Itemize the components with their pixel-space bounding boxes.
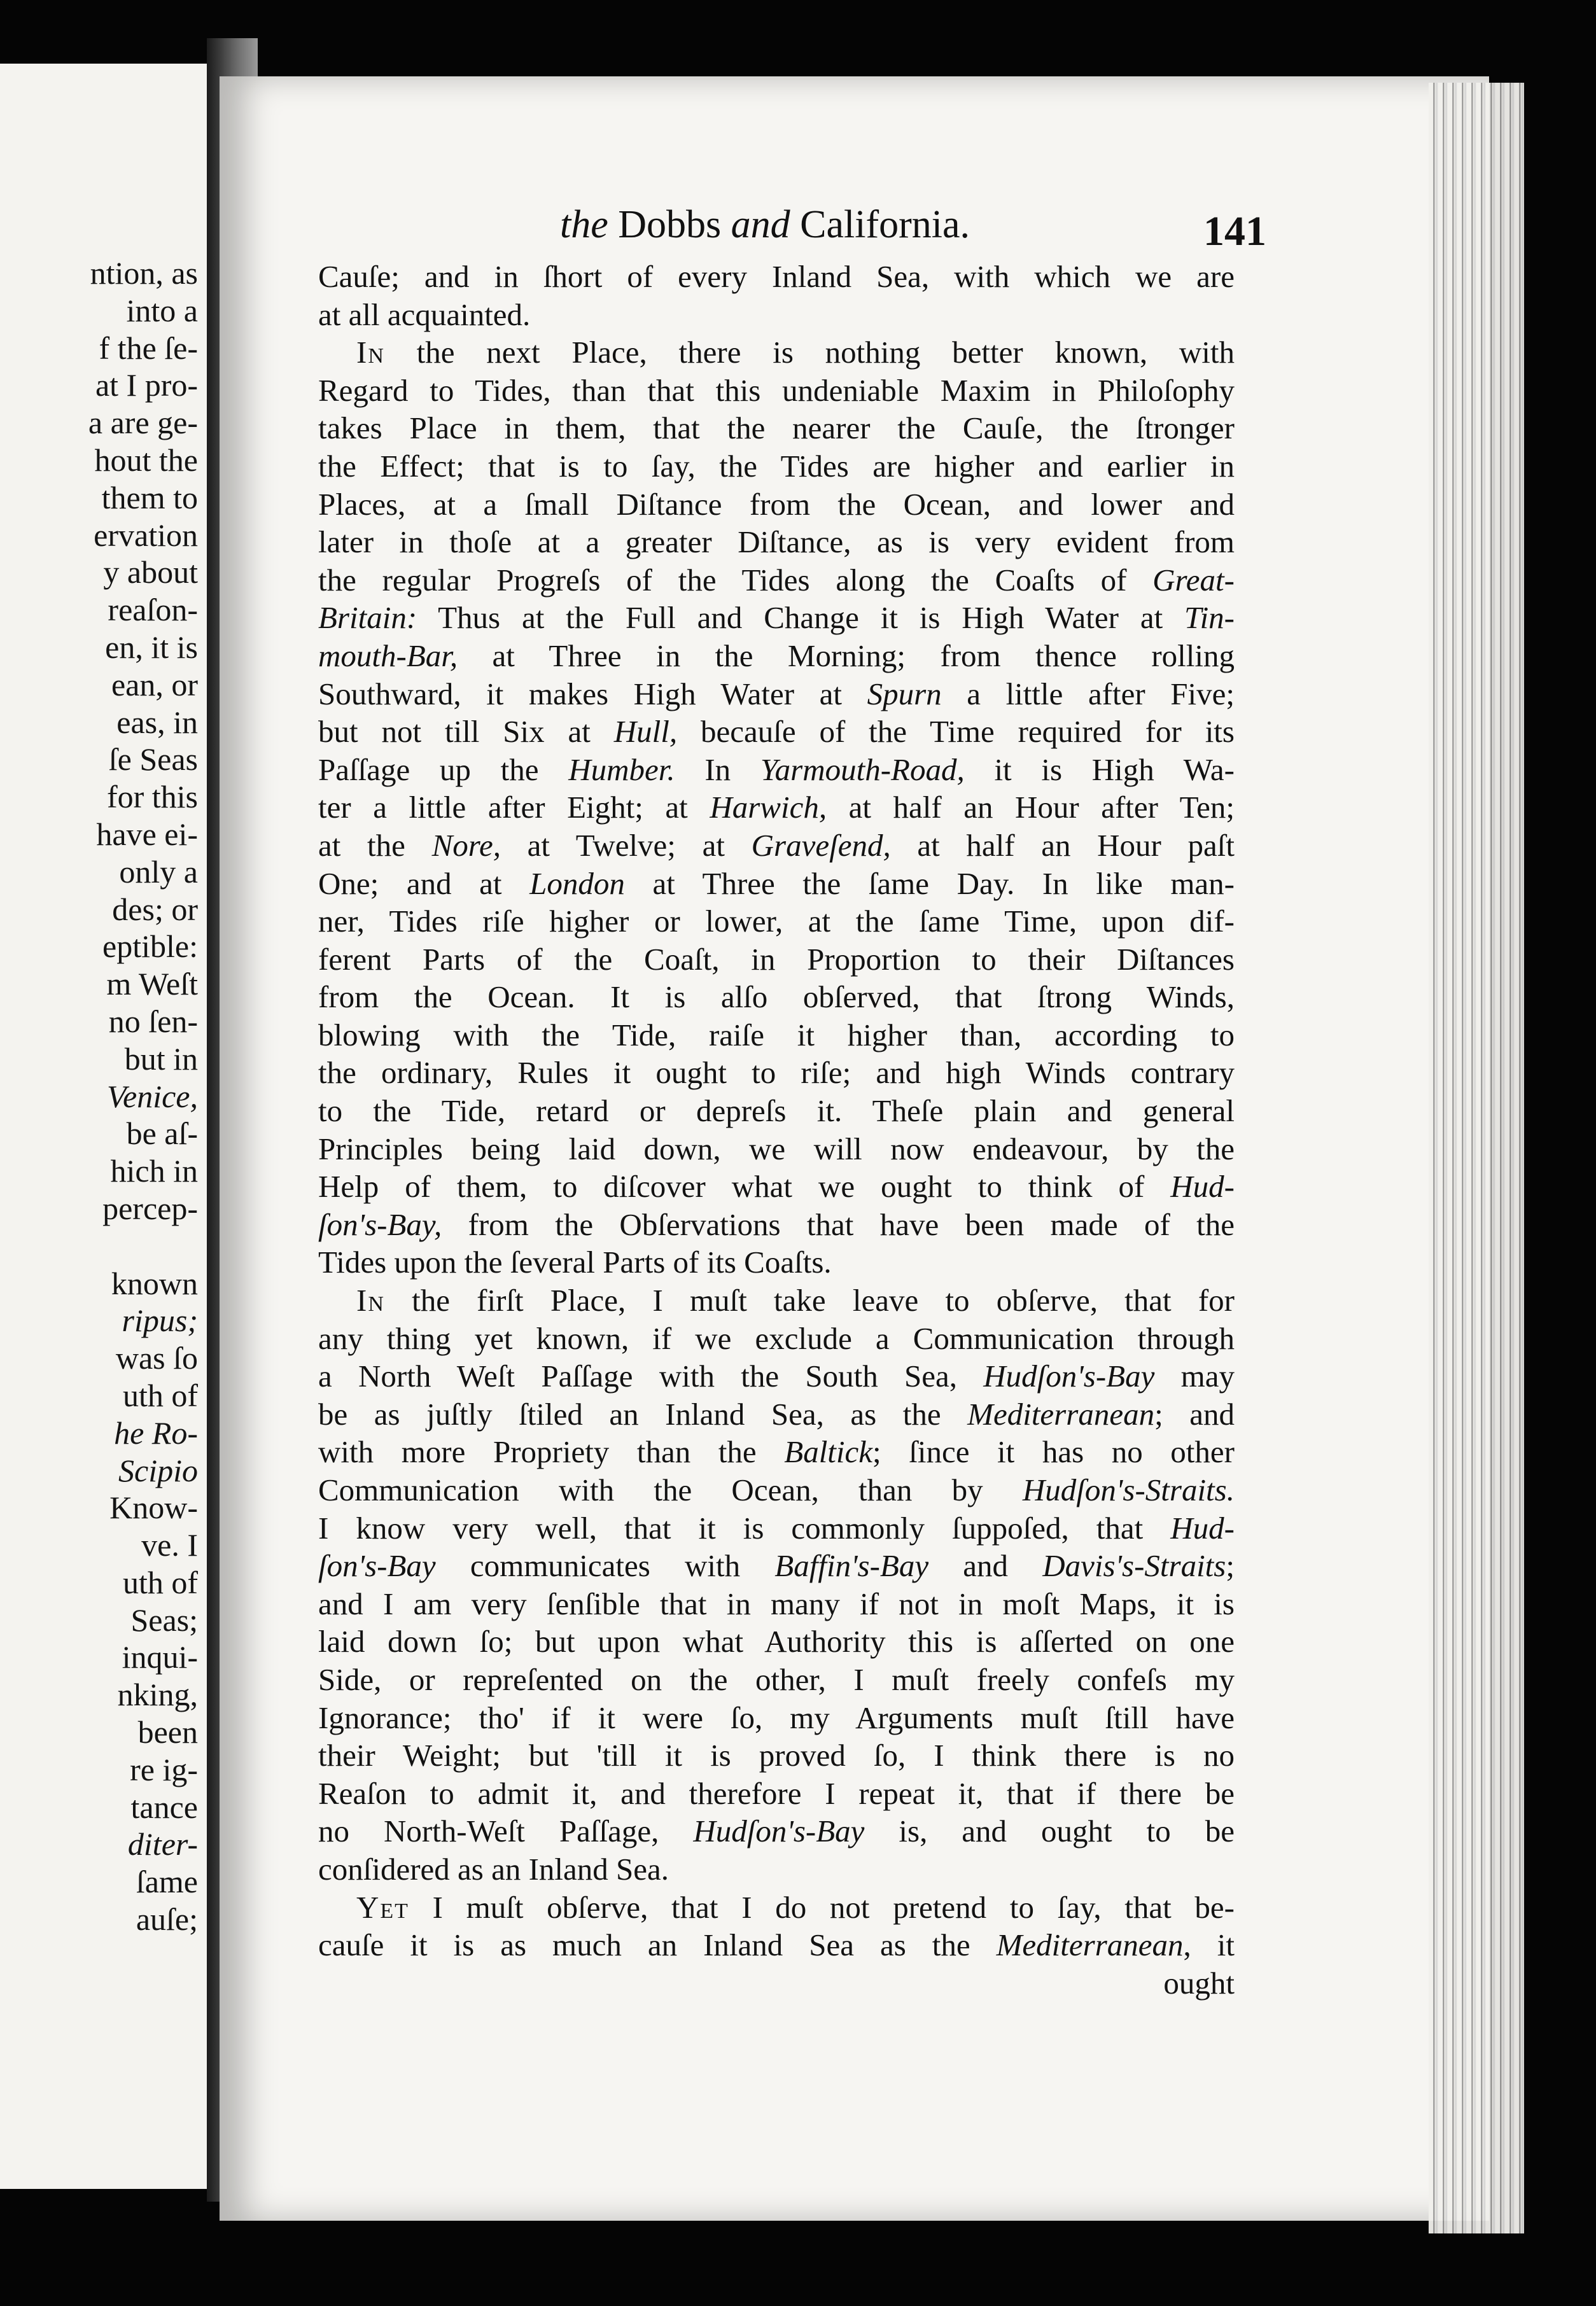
text-run: be as juſtly ſtiled an Inland Sea, as the [318,1396,968,1432]
text-line [318,561,1235,599]
left-page-line: en, it is [105,629,198,665]
text-run: Spurn [867,676,942,711]
text-run: Hudſon's-Straits. [1022,1472,1235,1507]
text-run: at the [318,827,432,863]
running-title-part: and [731,203,790,246]
left-page-line: hich in [110,1153,198,1189]
text-run: Mediterranean [996,1927,1184,1963]
text-run: ; ſince it has no other [872,1434,1235,1470]
text-run: Yarmouth-Road, [760,751,965,787]
text-run: Tin- [1184,600,1235,636]
left-page-line: nking, [117,1677,198,1713]
left-page-line: them to [101,479,198,515]
text-run: Thus at the Full and Change it is High Water at [417,600,1185,636]
left-page-line [0,1227,198,1265]
text-run: no North-Weſt Paſſage, [318,1813,694,1849]
left-page-line: ntion, as [90,255,198,291]
page-number: 141 [1203,208,1266,255]
left-page-line: eas, in [116,704,198,740]
text-run: London [529,865,625,901]
left-page-line: auſe; [136,1901,198,1938]
text-line [318,788,1235,827]
page-header [560,202,1266,253]
text-run: Baffin's-Bay [774,1548,929,1584]
text-run: In [675,751,760,787]
text-run: Yet [356,1889,409,1925]
paragraph [318,1282,1235,1889]
left-page-line: known [111,1265,198,1301]
text-run: Southward, it makes High Water at [318,676,867,711]
text-line: Regard to Tides, than that this undeniable Maxim in Philoſophy [318,372,1235,408]
text-line: from the Ocean. It is alſo obſerved, that ſtrong Winds, [318,979,1235,1015]
running-title-part: California. [790,203,970,246]
text-run: mouth-Bar, [318,638,458,673]
left-page-line: Scipio [118,1452,198,1488]
text-line: conſidered as an Inland Sea. [318,1851,669,1887]
text-line [318,1282,1235,1320]
text-line: to the Tide, retard or depreſs it. Theſe plain and general [318,1093,1235,1129]
text-line: the ordinary, Rules it ought to riſe; and high Winds contrary [318,1055,1235,1091]
left-page-line: ean, or [111,666,198,702]
paragraph [318,258,1235,333]
text-run: Davis's-Straits [1042,1548,1226,1584]
text-line: later in thoſe at a greater Diſtance, as is very evident from [318,524,1235,560]
text-line [318,333,1235,372]
left-page-line: Venice, [107,1078,198,1114]
text-run: ; [1226,1548,1235,1584]
text-run: at half an Hour paſt [890,827,1235,863]
text-line [318,1889,1235,1927]
left-page-line: ve. I [141,1527,198,1563]
text-run: Hudſon's-Bay [983,1359,1155,1394]
left-page-line: ſe Seas [108,741,198,778]
text-run: Humber. [568,751,675,787]
text-run: becauſe of the Time required for its [677,714,1235,750]
text-line: Side, or repreſented on the other, I muſt freely confeſs my [318,1661,1235,1697]
text-line: ner, Tides riſe higher or lower, at the ſame Time, upon dif- [318,904,1235,939]
text-run: Hud- [1170,1510,1235,1546]
text-line: at all acquainted. [318,297,531,332]
text-run: Hudſon's-Bay [693,1813,865,1849]
text-line: ferent Parts of the Coaſt, in Proportion to their Diſtances [318,941,1235,977]
page-fore-edge [1429,83,1524,2233]
left-page-line: m Weſt [106,966,198,1002]
text-run: and [928,1548,1043,1584]
left-page-line: hout the [94,442,198,478]
text-run: Communication with the Ocean, than by [318,1472,1023,1507]
left-page-line: des; or [112,891,198,927]
text-run: ſon's-Bay [318,1548,436,1584]
text-run: Nore, [431,827,501,863]
left-page-line: eptible: [102,928,198,965]
left-facing-page [0,64,207,2189]
left-page-line: he Ro- [114,1415,198,1451]
text-line [318,637,1235,675]
text-run: cauſe it is as much an Inland Sea as the [318,1927,997,1963]
left-page-line: diter- [127,1826,198,1862]
left-page-line: for this [106,779,198,815]
text-run: may [1154,1359,1235,1394]
left-page-line: at I pro- [95,367,198,403]
paragraph [318,1889,1235,2002]
text-line: Principles being laid down, we will now endeavour, by the [318,1131,1235,1166]
text-run: at Three in the Morning; from thence rolling [458,638,1235,673]
left-page-line: be aſ- [126,1115,198,1152]
text-line: blowing with the Tide, raiſe it higher than, according to [318,1017,1235,1052]
text-run: it is High Wa- [964,751,1235,787]
text-line: Ignorance; tho' if it were ſo, my Arguments muſt ſtill have [318,1700,1235,1735]
text-run: with more Propriety than the [318,1434,785,1470]
text-run: Great- [1152,562,1235,597]
text-run: Baltick [784,1434,873,1470]
text-run: , it [1183,1927,1235,1963]
left-page-line: no ſen- [108,1003,198,1039]
running-title-part: Dobbs [608,203,731,246]
text-line: Reaſon to admit it, and therefore I repeat it, that if there be [318,1775,1235,1811]
text-line [318,1812,1235,1850]
text-line [318,599,1235,637]
text-line: Tides upon the ſeveral Parts of its Coaſts. [318,1245,832,1280]
text-run: Mediterranean [967,1396,1155,1432]
text-line [318,675,1235,713]
text-line: Places, at a ſmall Diſtance from the Ocean, and lower and [318,486,1235,522]
text-run: the next Place, there is nothing better known, with [384,335,1235,370]
text-line [318,1168,1235,1206]
text-run: communicates with [435,1548,775,1584]
text-run: I know very well, that it is commonly ſuppoſed, that [318,1510,1171,1546]
left-page-line: uth of [122,1564,198,1600]
text-line [318,1357,1235,1395]
left-page-line: but in [124,1040,198,1077]
text-line [318,713,1235,751]
text-run: the firſt Place, I muſt take leave to obſerve, that for [384,1283,1235,1318]
left-page-line: ervation [94,517,198,553]
text-run: a North Weſt Paſſage with the South Sea, [318,1359,984,1394]
text-run: One; and at [318,865,530,901]
left-page-text [0,255,198,1938]
left-page-line: re ig- [130,1751,198,1787]
left-page-line: f the ſe- [99,330,198,366]
text-line: takes Place in them, that the nearer the Cauſe, the ſtronger [318,410,1235,446]
text-run: Help of them, to diſcover what we ought to think of [318,1169,1171,1205]
text-run: at Three the ſame Day. In like man- [624,865,1235,901]
text-line [318,1509,1235,1548]
text-run: Hud- [1170,1169,1235,1205]
text-line [318,827,1235,865]
running-title [560,202,970,248]
left-page-line: reaſon- [108,592,198,628]
text-line [318,865,1235,903]
text-line [318,1395,1235,1434]
left-page-line: Seas; [130,1602,198,1638]
text-run: ter a little after Eight; at [318,790,710,825]
left-page-line: uth of [122,1377,198,1413]
text-run: Paſſage up the [318,751,569,787]
left-page-line: y about [103,554,198,590]
left-page-line: ripus; [122,1303,198,1339]
text-line: and I am very ſenſible that in many if not in moſt Maps, it is [318,1586,1235,1621]
text-run: Hull, [613,714,678,750]
text-line: laid down ſo; but upon what Authority this is aſſerted on one [318,1624,1235,1660]
text-line: the Effect; that is to ſay, the Tides are higher and earlier in [318,448,1235,484]
running-title-part: the [560,203,608,246]
left-page-line: was ſo [115,1340,198,1376]
body-text [318,258,1235,2002]
left-page-line: ſame [136,1864,198,1900]
text-run: I muſt obſerve, that I do not pretend to ſay, that be- [409,1889,1235,1925]
text-line: any thing yet known, if we exclude a Communication through [318,1320,1235,1356]
left-page-line: inqui- [122,1639,198,1675]
left-page-line: been [137,1714,198,1750]
text-run: at Twelve; at [501,827,752,863]
text-run: In [356,1283,385,1318]
left-page-line: Know- [109,1490,198,1526]
text-run: is, and ought to be [864,1813,1235,1849]
left-page-line: into a [126,292,198,328]
left-page-line: a are ge- [88,405,198,441]
text-run: Graveſend, [751,827,891,863]
text-run: from the Obſervations that have been made of the [442,1206,1235,1242]
left-page-line: have ei- [96,816,198,852]
left-page-line: tance [130,1789,198,1825]
text-run: but not till Six at [318,714,614,750]
text-run: at half an Hour after Ten; [827,790,1235,825]
text-run: a little after Five; [941,676,1235,711]
text-line [318,1926,1235,1964]
text-line [318,1547,1235,1585]
text-run: Harwich, [710,790,827,825]
text-line [318,1433,1235,1471]
text-run: ; and [1154,1396,1235,1432]
text-run: In [356,335,385,370]
paragraph [318,333,1235,1282]
catchword: ought [1163,1965,1235,2001]
text-line [318,751,1235,789]
left-page-line: percep- [102,1190,198,1226]
text-run: ſon's-Bay, [318,1206,442,1242]
text-run: the regular Progreſs of the Tides along the Coaſts of [318,562,1153,597]
text-line: their Weight; but 'till it is proved ſo, I think there is no [318,1738,1235,1773]
text-line [318,1206,1235,1244]
text-line [318,1471,1235,1509]
text-run: Britain: [318,600,417,636]
text-line: Cauſe; and in ſhort of every Inland Sea, with which we are [318,259,1235,294]
left-page-line: only a [119,853,198,890]
